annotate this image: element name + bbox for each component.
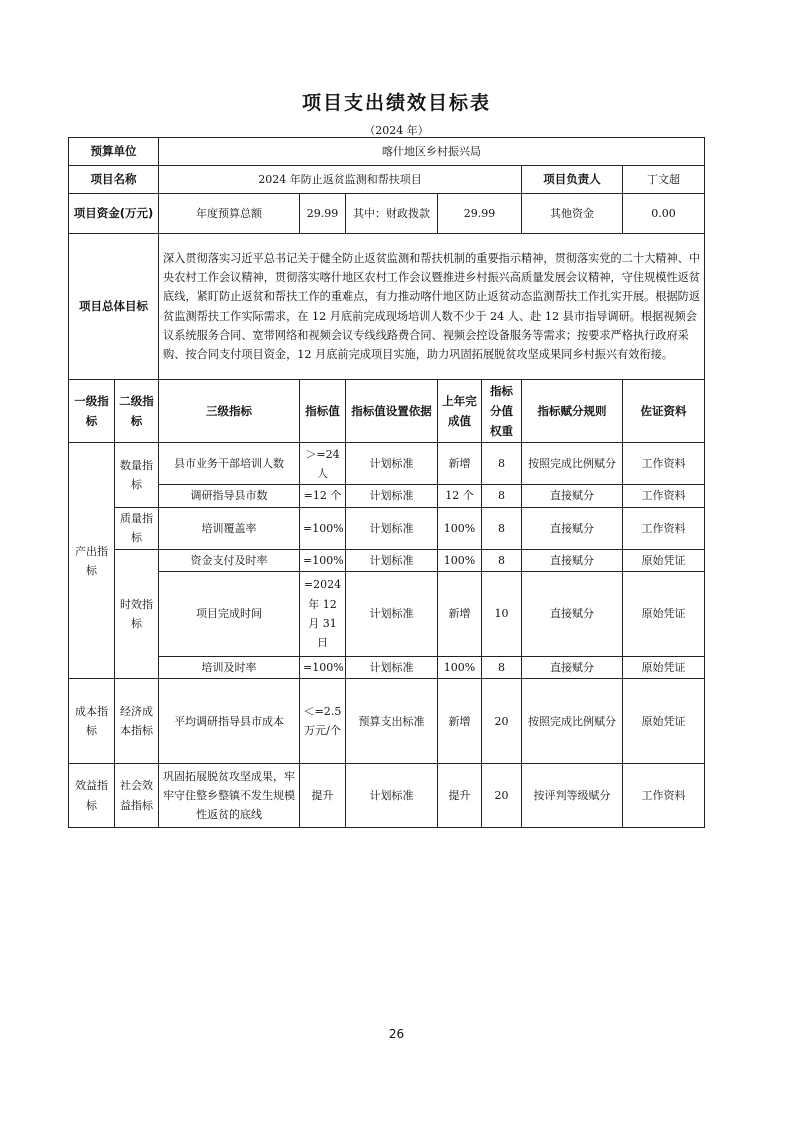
evidence-cell: 工作资料 xyxy=(623,764,705,828)
last-year-cell: 新增 xyxy=(438,679,482,764)
value-cell: =100% xyxy=(300,656,346,678)
rule-cell: 直接赋分 xyxy=(522,507,623,549)
evidence-cell: 工作资料 xyxy=(623,443,705,485)
responsible-value: 丁文超 xyxy=(623,166,705,194)
level3-cell: 平均调研指导县市成本 xyxy=(159,679,300,764)
column-header: 三级指标 xyxy=(159,380,300,443)
level1-cost: 成本指标 xyxy=(69,679,115,764)
weight-cell: 10 xyxy=(482,571,522,656)
value-cell: =100% xyxy=(300,549,346,571)
column-header: 指标值 xyxy=(300,380,346,443)
basis-cell: 计划标准 xyxy=(346,764,438,828)
summary-text: 深入贯彻落实习近平总书记关于健全防止返贫监测和帮扶机制的重要指示精神，贯彻落实党的二十大精神、中央农村工作会议精神，贯彻落实喀什地区农村工作会议暨推进乡村振兴高质量发展会议精神，守住规模性返贫底线，紧盯防止返贫和帮扶工作的重难点，有力推动喀什地区防止返贫动态监测帮扶工作扎实开展。根据防返贫监测帮扶工作实际需求，在 12 月底前完成现场培训人数不少于 24 人、赴 12 县市指导调研。根据视频会议系统服务合同、宽带网络和视频会议专线线路费合同、视频会控设备服务等需求；按要求严格执行政府采购、按合同支付项目资金，12 月底前完成项目实施，助力巩固拓展脱贫攻坚成果同乡村振兴有效衔接。 xyxy=(159,234,705,380)
column-header: 一级指标 xyxy=(69,380,115,443)
level2-timeliness: 时效指标 xyxy=(115,549,159,679)
value-cell: =12 个 xyxy=(300,485,346,507)
level1-output: 产出指标 xyxy=(69,443,115,679)
weight-cell: 8 xyxy=(482,443,522,485)
level2-quality: 质量指标 xyxy=(115,507,159,549)
value-cell: ＜=2.5 万元/个 xyxy=(300,679,346,764)
row-funds xyxy=(69,194,705,234)
basis-cell: 计划标准 xyxy=(346,485,438,507)
summary-label: 项目总体目标 xyxy=(69,234,159,380)
project-name-value: 2024 年防止返贫监测和帮扶项目 xyxy=(159,166,522,194)
rule-cell: 直接赋分 xyxy=(522,549,623,571)
level3-cell: 资金支付及时率 xyxy=(159,549,300,571)
weight-cell: 8 xyxy=(482,485,522,507)
responsible-label: 项目负责人 xyxy=(522,166,623,194)
last-year-cell: 新增 xyxy=(438,571,482,656)
row-project-name xyxy=(69,166,705,194)
basis-cell: 计划标准 xyxy=(346,656,438,678)
fiscal-value: 29.99 xyxy=(438,194,522,234)
rule-cell: 按照完成比例赋分 xyxy=(522,679,623,764)
level2-social-benefit: 社会效益指标 xyxy=(115,764,159,828)
rule-cell: 直接赋分 xyxy=(522,485,623,507)
table-row xyxy=(69,764,705,828)
weight-cell: 20 xyxy=(482,764,522,828)
other-funds-label: 其他资金 xyxy=(522,194,623,234)
row-summary xyxy=(69,234,705,380)
table-row xyxy=(69,507,705,549)
project-name-label: 项目名称 xyxy=(69,166,159,194)
level1-benefit: 效益指标 xyxy=(69,764,115,828)
annual-budget-label: 年度预算总额 xyxy=(159,194,300,234)
table-row xyxy=(69,679,705,764)
budget-unit-value: 喀什地区乡村振兴局 xyxy=(159,138,705,166)
basis-cell: 计划标准 xyxy=(346,571,438,656)
rule-cell: 直接赋分 xyxy=(522,571,623,656)
column-header: 指标赋分规则 xyxy=(522,380,623,443)
page-number: 26 xyxy=(388,1027,405,1041)
last-year-cell: 100% xyxy=(438,656,482,678)
weight-cell: 20 xyxy=(482,679,522,764)
table-row xyxy=(69,549,705,571)
column-header-row xyxy=(69,380,705,443)
last-year-cell: 100% xyxy=(438,507,482,549)
level3-cell: 项目完成时间 xyxy=(159,571,300,656)
basis-cell: 计划标准 xyxy=(346,549,438,571)
row-budget-unit xyxy=(69,138,705,166)
last-year-cell: 新增 xyxy=(438,443,482,485)
weight-cell: 8 xyxy=(482,549,522,571)
fiscal-label: 其中：财政拨款 xyxy=(346,194,438,234)
value-cell: =100% xyxy=(300,507,346,549)
rule-cell: 按照完成比例赋分 xyxy=(522,443,623,485)
evidence-cell: 原始凭证 xyxy=(623,549,705,571)
evidence-cell: 原始凭证 xyxy=(623,679,705,764)
evidence-cell: 原始凭证 xyxy=(623,656,705,678)
year-label: （2024 年） xyxy=(364,124,429,137)
evidence-cell: 原始凭证 xyxy=(623,571,705,656)
last-year-cell: 100% xyxy=(438,549,482,571)
level3-cell: 巩固拓展脱贫攻坚成果，牢牢守住整乡整镇不发生规模性返贫的底线 xyxy=(159,764,300,828)
column-header: 佐证资料 xyxy=(623,380,705,443)
level2-economic-cost: 经济成本指标 xyxy=(115,679,159,764)
value-cell: 提升 xyxy=(300,764,346,828)
performance-table xyxy=(68,137,705,828)
basis-cell: 计划标准 xyxy=(346,443,438,485)
level3-cell: 培训及时率 xyxy=(159,656,300,678)
evidence-cell: 工作资料 xyxy=(623,485,705,507)
basis-cell: 计划标准 xyxy=(346,507,438,549)
table-row xyxy=(69,571,705,656)
level3-cell: 县市业务干部培训人数 xyxy=(159,443,300,485)
table-row xyxy=(69,656,705,678)
rule-cell: 按评判等级赋分 xyxy=(522,764,623,828)
other-funds-value: 0.00 xyxy=(623,194,705,234)
column-header: 指标分值权重 xyxy=(482,380,522,443)
level3-cell: 调研指导县市数 xyxy=(159,485,300,507)
evidence-cell: 工作资料 xyxy=(623,507,705,549)
column-header: 二级指标 xyxy=(115,380,159,443)
last-year-cell: 12 个 xyxy=(438,485,482,507)
weight-cell: 8 xyxy=(482,507,522,549)
level2-quantity: 数量指标 xyxy=(115,443,159,507)
value-cell: =2024 年 12 月 31 日 xyxy=(300,571,346,656)
budget-unit-label: 预算单位 xyxy=(69,138,159,166)
rule-cell: 直接赋分 xyxy=(522,656,623,678)
level3-cell: 培训覆盖率 xyxy=(159,507,300,549)
basis-cell: 预算支出标准 xyxy=(346,679,438,764)
funds-label: 项目资金(万元) xyxy=(69,194,159,234)
weight-cell: 8 xyxy=(482,656,522,678)
page-title: 项目支出绩效目标表 xyxy=(301,92,491,114)
table-row xyxy=(69,443,705,485)
table-row xyxy=(69,485,705,507)
column-header: 上年完成值 xyxy=(438,380,482,443)
annual-budget-value: 29.99 xyxy=(300,194,346,234)
value-cell: ＞=24 人 xyxy=(300,443,346,485)
last-year-cell: 提升 xyxy=(438,764,482,828)
column-header: 指标值设置依据 xyxy=(346,380,438,443)
